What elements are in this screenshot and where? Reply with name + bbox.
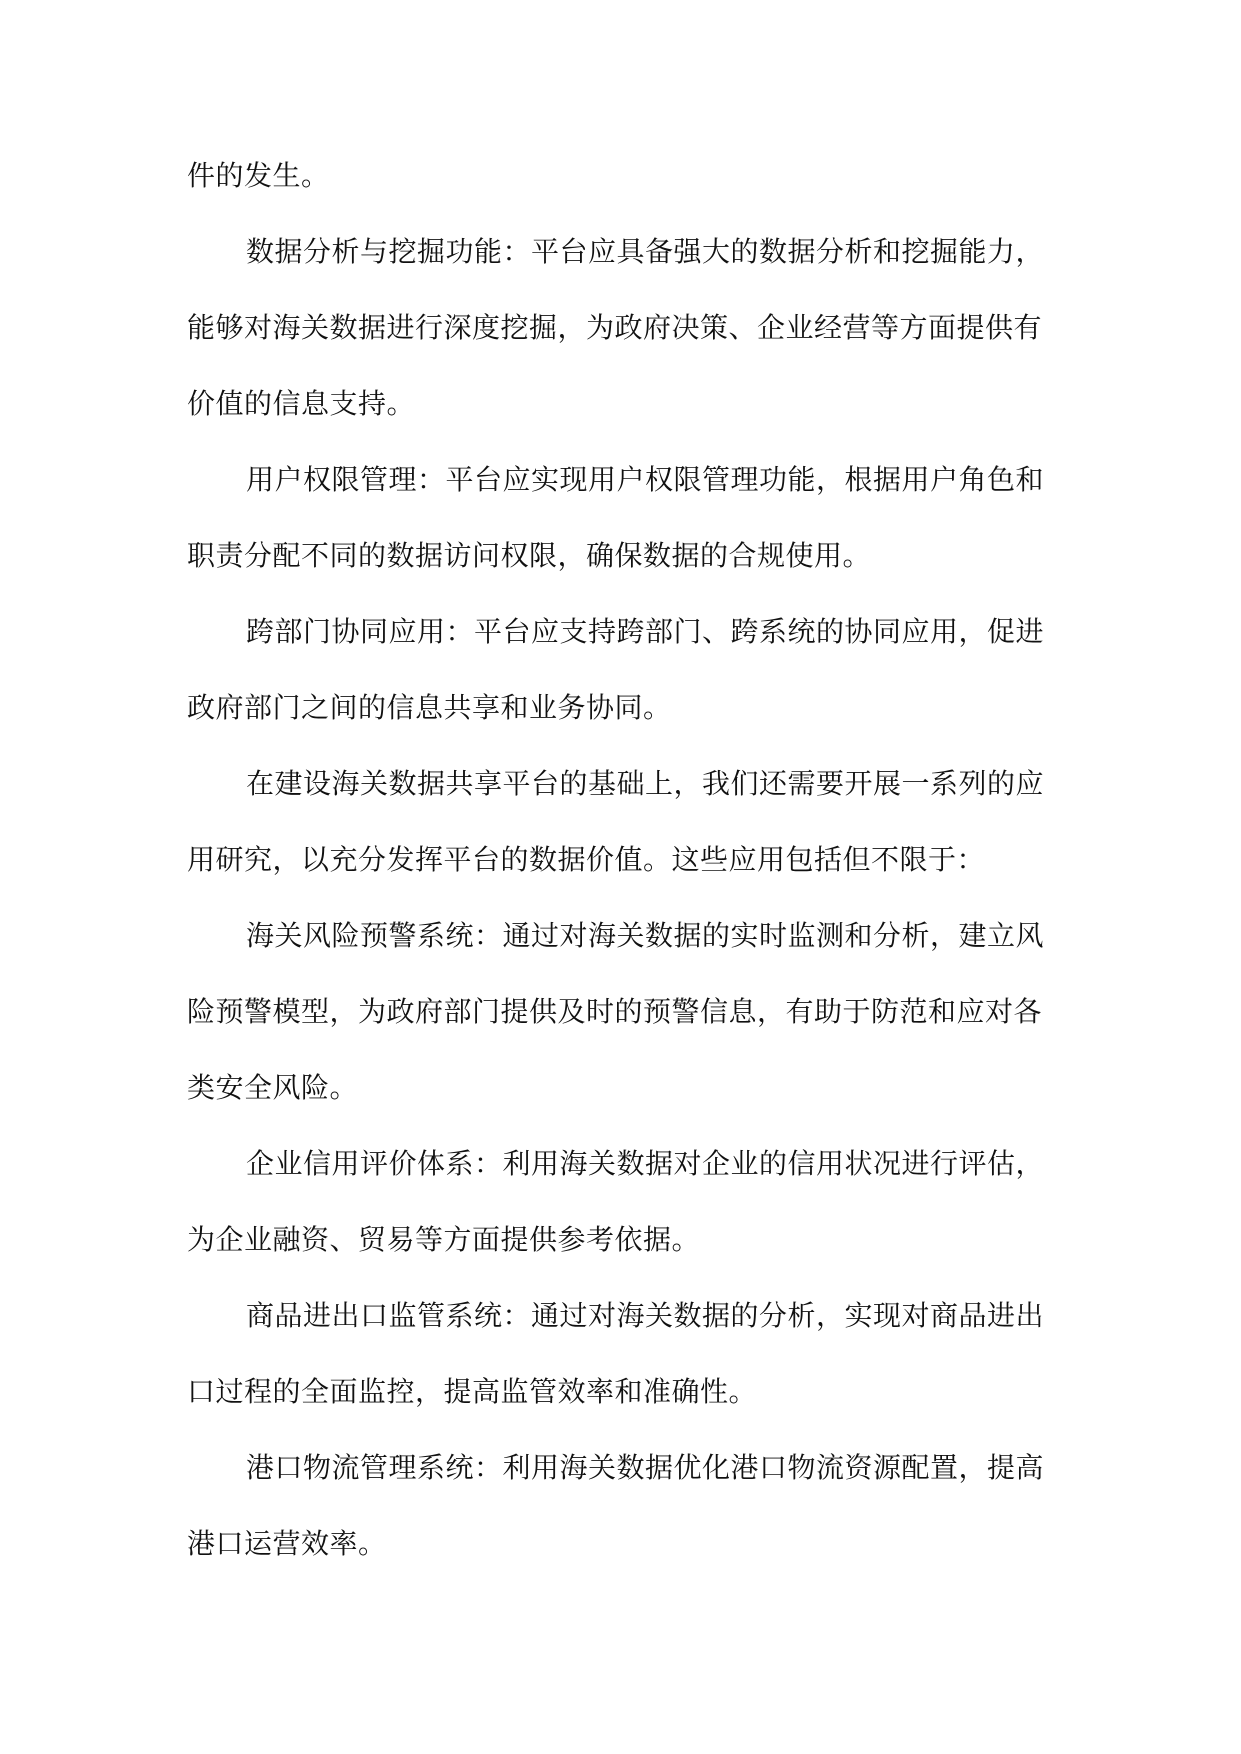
paragraph-port-logistics bbox=[187, 1430, 1067, 1582]
text-line: 类安全风险。 bbox=[187, 1071, 359, 1104]
paragraph-import-export-supervision bbox=[187, 1278, 1067, 1430]
text-line: 港口物流管理系统：利用海关数据优化港口物流资源配置，提高 bbox=[246, 1451, 1045, 1484]
text-line: 能够对海关数据进行深度挖掘，为政府决策、企业经营等方面提供有 bbox=[187, 311, 1043, 344]
paragraph-user-permissions bbox=[187, 442, 1067, 594]
text-line: 用研究，以充分发挥平台的数据价值。这些应用包括但不限于： bbox=[187, 843, 986, 876]
paragraph-risk-warning bbox=[187, 898, 1067, 1126]
text-line: 港口运营效率。 bbox=[187, 1527, 387, 1560]
text-line: 在建设海关数据共享平台的基础上，我们还需要开展一系列的应 bbox=[246, 767, 1045, 800]
text-line: 险预警模型，为政府部门提供及时的预警信息，有助于防范和应对各 bbox=[187, 995, 1043, 1028]
text-line: 海关风险预警系统：通过对海关数据的实时监测和分析，建立风 bbox=[246, 919, 1045, 952]
text-line: 职责分配不同的数据访问权限，确保数据的合规使用。 bbox=[187, 539, 872, 572]
text-line: 件的发生。 bbox=[187, 159, 330, 192]
document-body bbox=[187, 138, 1067, 1582]
text-line: 企业信用评价体系：利用海关数据对企业的信用状况进行评估， bbox=[246, 1147, 1045, 1180]
paragraph-credit-evaluation bbox=[187, 1126, 1067, 1278]
text-line: 政府部门之间的信息共享和业务协同。 bbox=[187, 691, 672, 724]
text-line: 价值的信息支持。 bbox=[187, 387, 416, 420]
text-line: 口过程的全面监控，提高监管效率和准确性。 bbox=[187, 1375, 758, 1408]
paragraph-data-analysis bbox=[187, 214, 1067, 442]
text-line: 商品进出口监管系统：通过对海关数据的分析，实现对商品进出 bbox=[246, 1299, 1045, 1332]
paragraph-cross-department bbox=[187, 594, 1067, 746]
paragraph-application-research bbox=[187, 746, 1067, 898]
text-line: 数据分析与挖掘功能：平台应具备强大的数据分析和挖掘能力， bbox=[246, 235, 1045, 268]
text-line: 用户权限管理：平台应实现用户权限管理功能，根据用户角色和 bbox=[246, 463, 1045, 496]
text-line: 跨部门协同应用：平台应支持跨部门、跨系统的协同应用，促进 bbox=[246, 615, 1045, 648]
text-line: 为企业融资、贸易等方面提供参考依据。 bbox=[187, 1223, 701, 1256]
paragraph-continuation bbox=[187, 138, 1067, 214]
